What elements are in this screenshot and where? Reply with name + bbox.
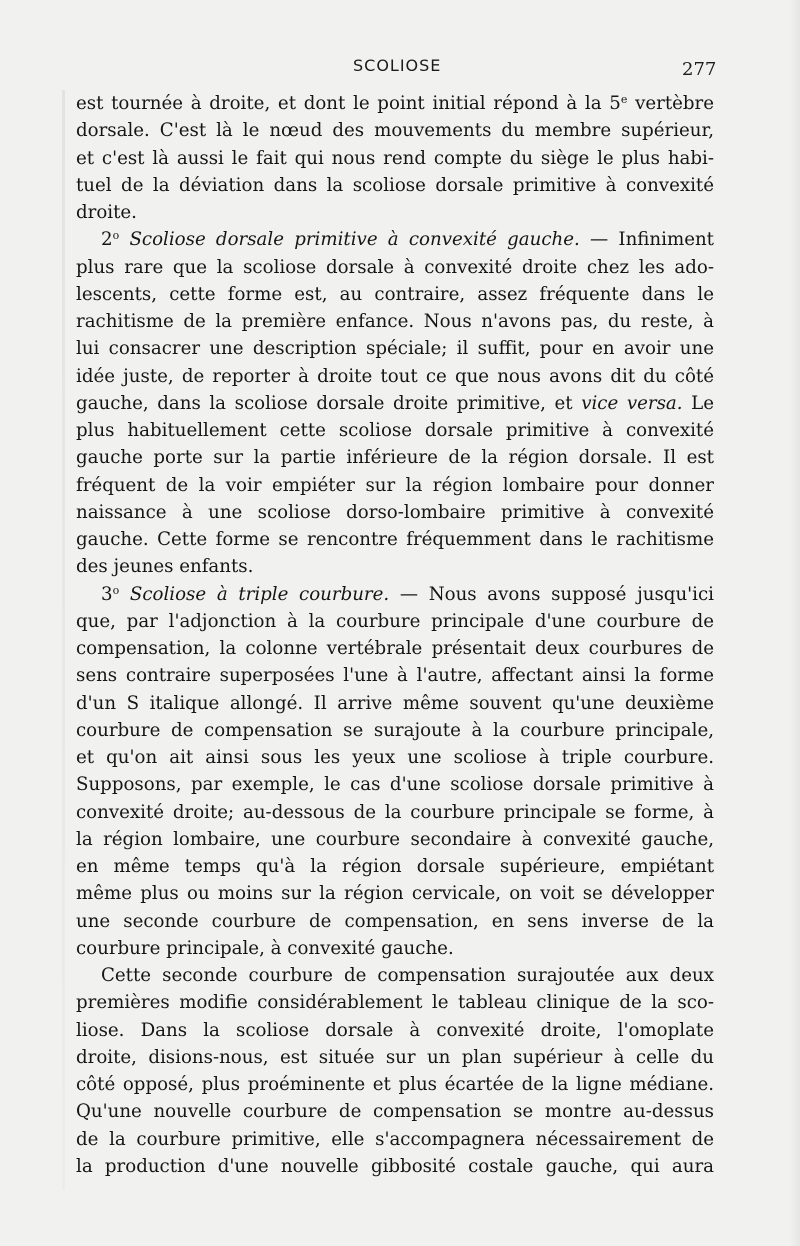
running-title: SCOLIOSE <box>353 56 442 75</box>
running-header <box>0 56 800 82</box>
text-run: vertèbre <box>627 93 714 114</box>
superscript: o <box>112 583 120 597</box>
text-line: gauche porte sur la partie inférieure de la région dorsale. Il est <box>76 447 714 469</box>
text-run: gauche, dans la scoliose dorsale droite primitive, et <box>76 392 573 414</box>
text-line: droite. <box>76 202 137 223</box>
section-number: 2 <box>101 229 113 251</box>
text-line: rachitisme de la première enfance. Nous n'avons pas, du reste, à <box>76 311 714 332</box>
text-line: convexité droite; au-dessous de la courbure principale se forme, à <box>76 801 714 823</box>
text-line: d'un S italique allongé. Il arrive même souvent qu'une deuxième <box>76 692 714 714</box>
text-run: est tournée à droite, et dont le point initial répond à la 5 <box>76 93 621 114</box>
text-line: en même temps qu'à la région dorsale supérieure, empiétant <box>76 856 714 877</box>
text-line: naissance à une scoliose dorso-lombaire primitive à convexité <box>76 501 714 523</box>
body-text <box>76 90 714 1180</box>
text-line: plus habituellement cette scoliose dorsale primitive à convexité <box>76 420 714 441</box>
section-title: Scoliose dorsale primitive à convexité gauche. <box>129 229 580 251</box>
section-heading-line <box>76 226 714 253</box>
text-line <box>76 390 714 417</box>
section-heading-line <box>76 581 714 608</box>
text-line: que, par l'adjonction à la courbure principale d'une courbure de <box>76 610 714 632</box>
page-gutter-shadow <box>62 90 65 1190</box>
text-run: — Infiniment <box>579 229 714 251</box>
text-line: premières modifie considérablement le tableau clinique de la sco- <box>76 992 714 1014</box>
text-run: — Nous avons supposé jusqu'ici <box>389 583 714 605</box>
text-line: Supposons, par exemple, le cas d'une scoliose dorsale primitive à <box>76 774 714 796</box>
text-line: courbure principale, à convexité gauche. <box>76 937 454 959</box>
text-line: gauche. Cette forme se rencontre fréquemment dans le rachitisme <box>76 529 714 550</box>
text-line: et qu'on ait ainsi sous les yeux une scoliose à triple courbure. <box>76 747 714 768</box>
text-line: Qu'une nouvelle courbure de compensation se montre au-dessus <box>76 1101 714 1123</box>
text-line: côté opposé, plus proéminente et plus écartée de la ligne médiane. <box>76 1074 714 1095</box>
page-number: 277 <box>682 59 717 80</box>
text-line <box>76 90 714 117</box>
text-line: plus rare que la scoliose dorsale à convexité droite chez les ado- <box>76 256 714 278</box>
text-run: Le <box>682 392 714 414</box>
text-line: droite, disions-nous, est située sur un plan supérieur à celle du <box>76 1046 714 1068</box>
italic-text: vice versa. <box>581 392 683 414</box>
text-line: une seconde courbure de compensation, en sens inverse de la <box>76 910 714 932</box>
text-line: tuel de la déviation dans la scoliose dorsale primitive à convexité <box>76 174 714 196</box>
text-line: et c'est là aussi le fait qui nous rend compte du siège le plus habi- <box>76 147 714 169</box>
text-line: fréquent de la voir empiéter sur la région lombaire pour donner <box>76 474 714 496</box>
text-line: lui consacrer une description spéciale; il suffit, pour en avoir une <box>76 338 714 360</box>
text-line: lescents, cette forme est, au contraire, assez fréquente dans le <box>76 283 714 305</box>
text-line: même plus ou moins sur la région cervicale, on voit se développer <box>76 883 714 905</box>
text-line: compensation, la colonne vertébrale présentait deux courbures de <box>76 638 714 659</box>
section-title: Scoliose à triple courbure. <box>129 583 390 605</box>
text-line: liose. Dans la scoliose dorsale à convexité droite, l'omoplate <box>76 1019 714 1041</box>
text-line: idée juste, de reporter à droite tout ce que nous avons dit du côté <box>76 365 714 387</box>
text-line: dorsale. C'est là le nœud des mouvements du membre supérieur, <box>76 120 714 142</box>
page-edge-shadow <box>790 0 800 1246</box>
superscript: o <box>112 229 120 243</box>
text-line: la région lombaire, une courbure secondaire à convexité gauche, <box>76 828 714 850</box>
text-line: courbure de compensation se surajoute à la courbure principale, <box>76 719 714 741</box>
section-number: 3 <box>101 583 113 605</box>
text-line: des jeunes enfants. <box>76 556 254 578</box>
superscript: e <box>620 93 628 106</box>
text-line: Cette seconde courbure de compensation surajoutée aux deux <box>101 965 714 986</box>
text-line: de la courbure primitive, elle s'accompagnera nécessairement de <box>76 1128 714 1150</box>
text-line: sens contraire superposées l'une à l'autre, affectant ainsi la forme <box>76 665 714 687</box>
text-line: la production d'une nouvelle gibbosité costale gauche, qui aura <box>76 1155 714 1177</box>
